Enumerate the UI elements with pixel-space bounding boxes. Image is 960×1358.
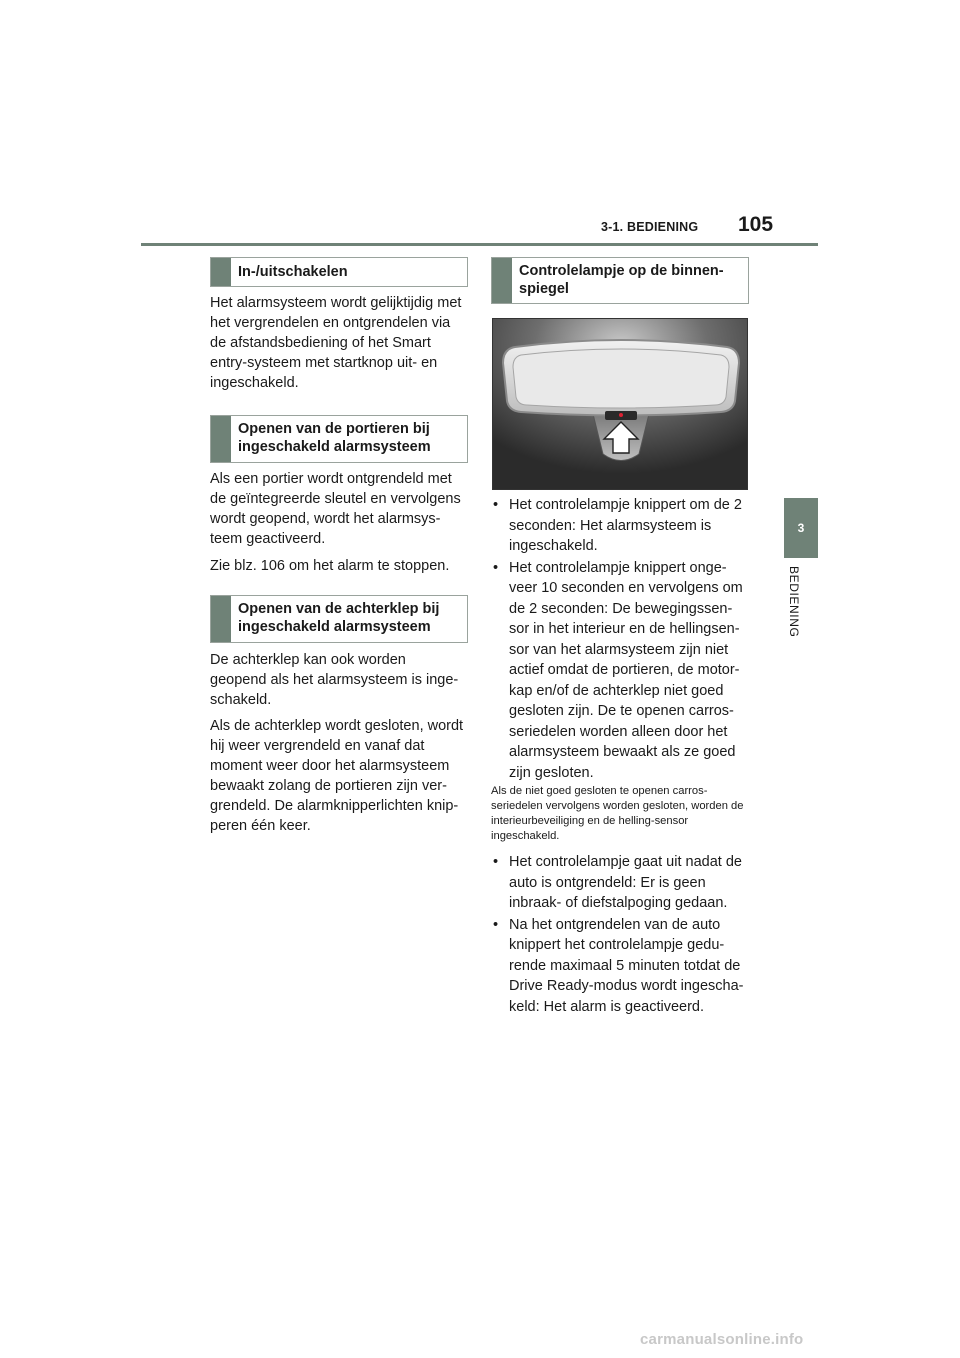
heading-in-uitschakelen xyxy=(210,257,468,287)
heading-text: Openen van de portieren bij ingeschakeld alarmsysteem xyxy=(238,421,431,455)
heading-bar xyxy=(211,416,231,462)
paragraph xyxy=(210,716,465,836)
bullet-list-2 xyxy=(491,852,746,1018)
rearview-mirror-figure xyxy=(492,318,748,490)
list-item: • Het controlelampje gaat uit nadat de auto is ontgrendeld: Er is geen inbraak- of diefstalpoging gedaan. xyxy=(491,852,746,914)
note-text: Als de niet goed gesloten te openen carros-seriedelen vervolgens worden gesloten, worden de interieurbeveiliging en de helling-sensor ingeschakeld. xyxy=(491,785,744,842)
heading-openen-achterklep xyxy=(210,595,468,643)
paragraph xyxy=(210,469,465,549)
paragraph-text: Als een portier wordt ontgrendeld met de geïntegreerde sleutel en vervolgens wordt geopend, wordt het alarmsys-teem geactiveerd. xyxy=(210,471,461,547)
paragraph-text: Als de achterklep wordt gesloten, wordt hij weer vergrendeld en vanaf dat moment weer door het alarmsysteem bewaakt zolang de portieren zijn ver-grendeld. De alarmknipperlichten knip-peren één keer. xyxy=(210,718,464,834)
paragraph-text: Het alarmsysteem wordt gelijktijdig met het vergrendelen en ontgrendelen via de afstandsbediening of het Smart entry-systeem met startknop uit- en ingeschakeld. xyxy=(210,295,462,391)
list-item: • Het controlelampje knippert om de 2 seconden: Het alarmsysteem is ingeschakeld. xyxy=(491,495,746,557)
paragraph xyxy=(210,650,465,710)
heading-bar xyxy=(211,596,231,642)
list-item: • Na het ontgrendelen van de auto knippert het controlelampje gedu-rende maximaal 5 minuten totdat de Drive Ready-modus wordt ingescha-keld: Het alarm is geactiveerd. xyxy=(491,915,746,1018)
header-rule xyxy=(141,243,818,246)
heading-bar xyxy=(492,258,512,303)
rearview-mirror-illustration xyxy=(493,319,748,490)
heading-controlelampje xyxy=(491,257,749,304)
paragraph xyxy=(210,556,465,576)
bullet-list-1 xyxy=(491,495,746,784)
heading-text: Controlelampje op de binnen-spiegel xyxy=(519,263,724,297)
heading-text: In-/uitschakelen xyxy=(238,264,348,280)
paragraph-text: Zie blz. 106 om het alarm te stoppen. xyxy=(210,558,450,574)
chapter-side-label xyxy=(787,566,805,646)
heading-text: Openen van de achterklep bij ingeschakeld alarmsysteem xyxy=(238,601,440,635)
watermark: carmanualsonline.info xyxy=(640,1331,804,1348)
chapter-tab: 3 xyxy=(784,498,818,558)
section-label: 3-1. BEDIENING xyxy=(601,220,699,234)
heading-openen-portieren xyxy=(210,415,468,463)
chapter-title: BEDIENING xyxy=(787,566,801,638)
page-number: 105 xyxy=(738,213,774,236)
list-item: • Het controlelampje knippert onge-veer 10 seconden en vervolgens om de 2 seconden: De bewegingssen-sor in het interieur en de hellingsen-sor van het alarmsysteem zijn niet actief omdat de portieren, de motor-kap en/of de achterklep niet goed gesloten zijn. De te openen carros-seriedelen worden alleen door het alarmsysteem bewaakt als ze goed zijn gesloten. xyxy=(491,558,746,784)
paragraph xyxy=(210,293,465,393)
heading-bar xyxy=(211,258,231,286)
paragraph-text: De achterklep kan ook worden geopend als het alarmsysteem is inge-schakeld. xyxy=(210,652,459,708)
